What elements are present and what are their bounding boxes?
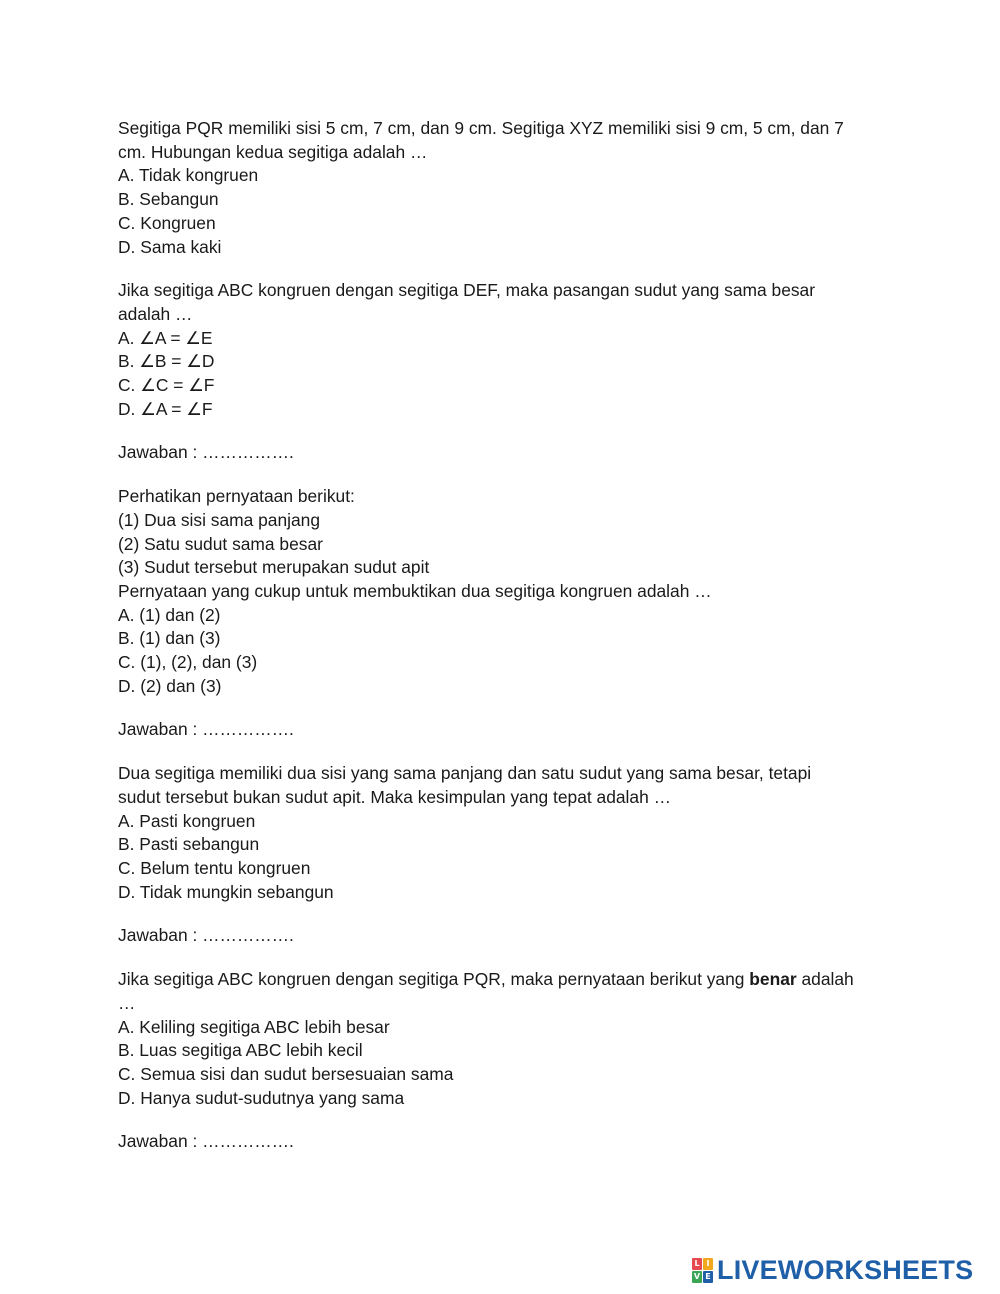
question-3-statement-1: (1) Dua sisi sama panjang bbox=[118, 509, 321, 530]
question-5-option-b[interactable]: B. Luas segitiga ABC lebih kecil bbox=[118, 1040, 363, 1061]
question-3 bbox=[118, 485, 888, 698]
logo-grid-cell-i: I bbox=[703, 1258, 713, 1270]
question-1-option-d[interactable]: D. Sama kaki bbox=[118, 236, 222, 257]
question-2-answer-label: Jawaban : ……………. bbox=[118, 442, 294, 463]
question-5-option-c[interactable]: C. Semua sisi dan sudut bersesuaian sama bbox=[118, 1063, 454, 1084]
question-5-stem-line-2: … bbox=[118, 992, 136, 1013]
question-3-stem: Pernyataan yang cukup untuk membuktikan dua segitiga kongruen adalah … bbox=[118, 580, 712, 601]
question-3-option-a[interactable]: A. (1) dan (2) bbox=[118, 604, 221, 625]
question-5-option-d[interactable]: D. Hanya sudut-sudutnya yang sama bbox=[118, 1087, 405, 1108]
question-5-stem-post: adalah bbox=[796, 969, 854, 990]
worksheet-content bbox=[118, 117, 888, 1174]
question-3-option-b[interactable]: B. (1) dan (3) bbox=[118, 628, 221, 649]
question-2-answer-field[interactable] bbox=[118, 441, 888, 465]
question-4-option-c[interactable]: C. Belum tentu kongruen bbox=[118, 857, 311, 878]
question-1-option-c[interactable]: C. Kongruen bbox=[118, 212, 216, 233]
question-4 bbox=[118, 762, 888, 904]
question-4-answer-field[interactable] bbox=[118, 924, 888, 948]
logo-grid-cell-e: E bbox=[703, 1271, 713, 1283]
question-5-stem-line-1 bbox=[118, 968, 888, 992]
question-5 bbox=[118, 968, 888, 1110]
question-5-answer-label: Jawaban : ……………. bbox=[118, 1131, 294, 1152]
question-3-option-d[interactable]: D. (2) dan (3) bbox=[118, 675, 222, 696]
question-4-option-a[interactable]: A. Pasti kongruen bbox=[118, 810, 256, 831]
question-3-statement-3: (3) Sudut tersebut merupakan sudut apit bbox=[118, 557, 430, 578]
question-4-stem-line-1: Dua segitiga memiliki dua sisi yang sama panjang dan satu sudut yang sama besar, tetapi bbox=[118, 763, 812, 784]
question-2-option-b[interactable]: B. ∠B = ∠D bbox=[118, 351, 215, 372]
question-3-option-c[interactable]: C. (1), (2), dan (3) bbox=[118, 652, 258, 673]
logo-grid-cell-l: L bbox=[692, 1258, 702, 1270]
question-3-answer-label: Jawaban : ……………. bbox=[118, 719, 294, 740]
question-4-stem-line-2: sudut tersebut bukan sudut apit. Maka kesimpulan yang tepat adalah … bbox=[118, 786, 671, 807]
question-3-statement-2: (2) Satu sudut sama besar bbox=[118, 533, 323, 554]
question-1-option-b[interactable]: B. Sebangun bbox=[118, 189, 219, 210]
logo-grid-icon bbox=[692, 1258, 713, 1283]
question-2-option-c[interactable]: C. ∠C = ∠F bbox=[118, 375, 215, 396]
logo-wordmark: LIVEWORKSHEETS bbox=[717, 1254, 974, 1285]
question-2-stem-line-2: adalah … bbox=[118, 303, 193, 324]
question-4-option-d[interactable]: D. Tidak mungkin sebangun bbox=[118, 881, 334, 902]
question-2-option-d[interactable]: D. ∠A = ∠F bbox=[118, 398, 213, 419]
question-5-answer-field[interactable] bbox=[118, 1130, 888, 1154]
question-1-stem-line-1: Segitiga PQR memiliki sisi 5 cm, 7 cm, dan 9 cm. Segitiga XYZ memiliki sisi 9 cm, 5 cm, dan 7 bbox=[118, 118, 844, 138]
question-2-stem-line-1: Jika segitiga ABC kongruen dengan segitiga DEF, maka pasangan sudut yang sama besar bbox=[118, 280, 816, 301]
question-5-stem-bold: benar bbox=[749, 969, 797, 990]
question-2-option-a[interactable]: A. ∠A = ∠E bbox=[118, 327, 213, 348]
question-3-answer-field[interactable] bbox=[118, 718, 888, 742]
question-1-stem-line-2: cm. Hubungan kedua segitiga adalah … bbox=[118, 141, 428, 162]
liveworksheets-logo bbox=[692, 1256, 973, 1284]
logo-grid-cell-v: V bbox=[693, 1272, 701, 1281]
question-1 bbox=[118, 117, 888, 259]
question-2 bbox=[118, 279, 888, 421]
question-4-answer-label: Jawaban : ……………. bbox=[118, 925, 294, 946]
question-3-intro: Perhatikan pernyataan berikut: bbox=[118, 486, 355, 507]
question-5-stem-pre: Jika segitiga ABC kongruen dengan segitiga PQR, maka pernyataan berikut yang bbox=[118, 969, 750, 990]
question-4-option-b[interactable]: B. Pasti sebangun bbox=[118, 834, 260, 855]
question-5-option-a[interactable]: A. Keliling segitiga ABC lebih besar bbox=[118, 1016, 390, 1037]
question-1-option-a[interactable]: A. Tidak kongruen bbox=[118, 165, 259, 186]
